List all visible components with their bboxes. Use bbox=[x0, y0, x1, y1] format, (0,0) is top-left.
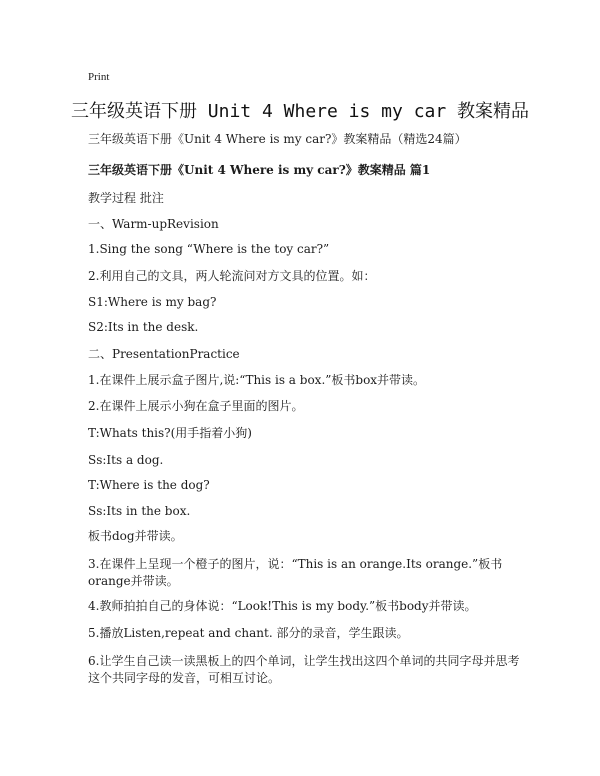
document-title: 三年级英语下册 Unit 4 Where is my car 教案精品 bbox=[70, 101, 530, 122]
subtitle-line: 三年级英语下册《Unit 4 Where is my car?》教案精品（精选24篇） bbox=[88, 132, 467, 146]
text-line: T:Where is the dog? bbox=[88, 478, 210, 492]
text-paragraph: 3.在课件上呈现一个橙子的图片，说：“This is an orange.Its orange.”板书orange并带读。 bbox=[88, 557, 503, 588]
text-line: T:Whats this?(用手指着小狗) bbox=[88, 426, 252, 440]
text-line: 4.教师拍拍自己的身体说：“Look!This is my body.”板书body并带读。 bbox=[88, 599, 477, 613]
text-line: Ss:Its in the box. bbox=[88, 504, 191, 518]
text-paragraph: 6.让学生自己读一读黑板上的四个单词，让学生找出这四个单词的共同字母并思考这个共同字母的发音，可相互讨论。 bbox=[88, 654, 520, 685]
text-line: S2:Its in the desk. bbox=[88, 320, 199, 334]
section-heading: 三年级英语下册《Unit 4 Where is my car?》教案精品 篇1 bbox=[88, 163, 431, 177]
text-line: 1.在课件上展示盒子图片,说:“This is a box.”板书box并带读。 bbox=[88, 373, 426, 387]
text-line: 2.在课件上展示小狗在盒子里面的图片。 bbox=[88, 399, 304, 413]
print-label: Print bbox=[88, 71, 110, 83]
section-label: 二、PresentationPractice bbox=[88, 347, 240, 361]
text-line: 板书dog并带读。 bbox=[88, 529, 183, 543]
section-label: 一、Warm-upRevision bbox=[88, 217, 219, 231]
text-line: 5.播放Listen,repeat and chant. 部分的录音，学生跟读。 bbox=[88, 626, 409, 640]
text-line: 教学过程 批注 bbox=[88, 191, 164, 205]
text-line: Ss:Its a dog. bbox=[88, 453, 164, 467]
text-line: 2.利用自己的文具，两人轮流问对方文具的位置。如： bbox=[88, 269, 376, 283]
text-line: 1.Sing the song “Where is the toy car?” bbox=[88, 242, 330, 256]
text-line: S1:Where is my bag? bbox=[88, 295, 217, 309]
